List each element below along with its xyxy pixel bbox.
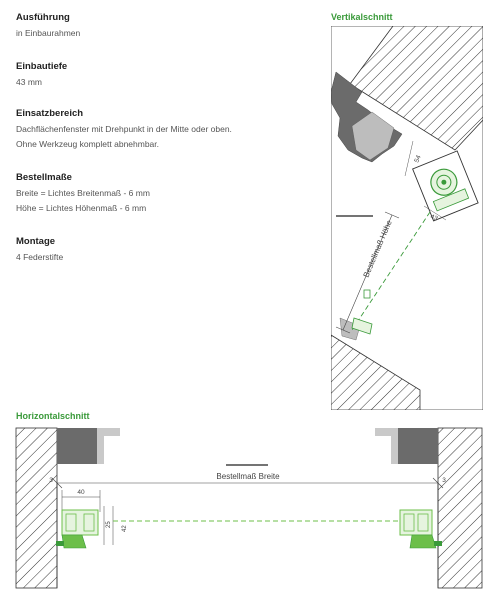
spec-heading: Montage (16, 236, 56, 247)
dim-25: 25 (106, 521, 112, 528)
spec-text: 4 Federstifte (16, 252, 64, 262)
left-wall (16, 428, 57, 588)
dim-42: 42 (122, 525, 128, 532)
frame-right-light (375, 428, 398, 464)
spec-text: Dachflächenfenster mit Drehpunkt in der Mitte oder oben. (16, 124, 232, 134)
spec-heading: Bestellmaße (16, 172, 72, 183)
right-wall (438, 428, 482, 588)
spec-heading: Ausführung (16, 12, 70, 23)
dim-width-label: Bestellmaß Breite (216, 472, 280, 481)
frame-left-dark (57, 428, 97, 464)
spec-text: Breite = Lichtes Breitenmaß - 6 mm (16, 188, 150, 198)
left-profile (56, 510, 98, 548)
dim-height-label: Bestellmaß Höhe (361, 218, 394, 279)
horizontal-section-title: Horizontalschnitt (16, 411, 90, 421)
right-profile (400, 510, 442, 548)
dim-43: 43 (429, 213, 439, 223)
dim-3-left: 3 (49, 477, 53, 484)
spec-text: in Einbaurahmen (16, 28, 81, 38)
spec-text: 43 mm (16, 77, 42, 87)
spec-heading: Einsatzbereich (16, 108, 84, 119)
spec-text: Höhe = Lichtes Höhenmaß - 6 mm (16, 203, 147, 213)
vertical-section-drawing (331, 26, 483, 410)
roller-cassette (413, 151, 478, 221)
frame-right-dark (398, 428, 438, 464)
vertical-section-title: Vertikalschnitt (331, 12, 393, 22)
horizontal-section-drawing (16, 428, 482, 588)
lower-beam (331, 335, 420, 410)
spec-text: Ohne Werkzeug komplett abnehmbar. (16, 139, 160, 149)
dim-40: 40 (77, 489, 85, 496)
spec-heading: Einbautiefe (16, 61, 68, 72)
frame-left-light (97, 428, 120, 464)
dim-3-right: 3 (442, 477, 446, 484)
dim-54: 54 (413, 154, 423, 164)
